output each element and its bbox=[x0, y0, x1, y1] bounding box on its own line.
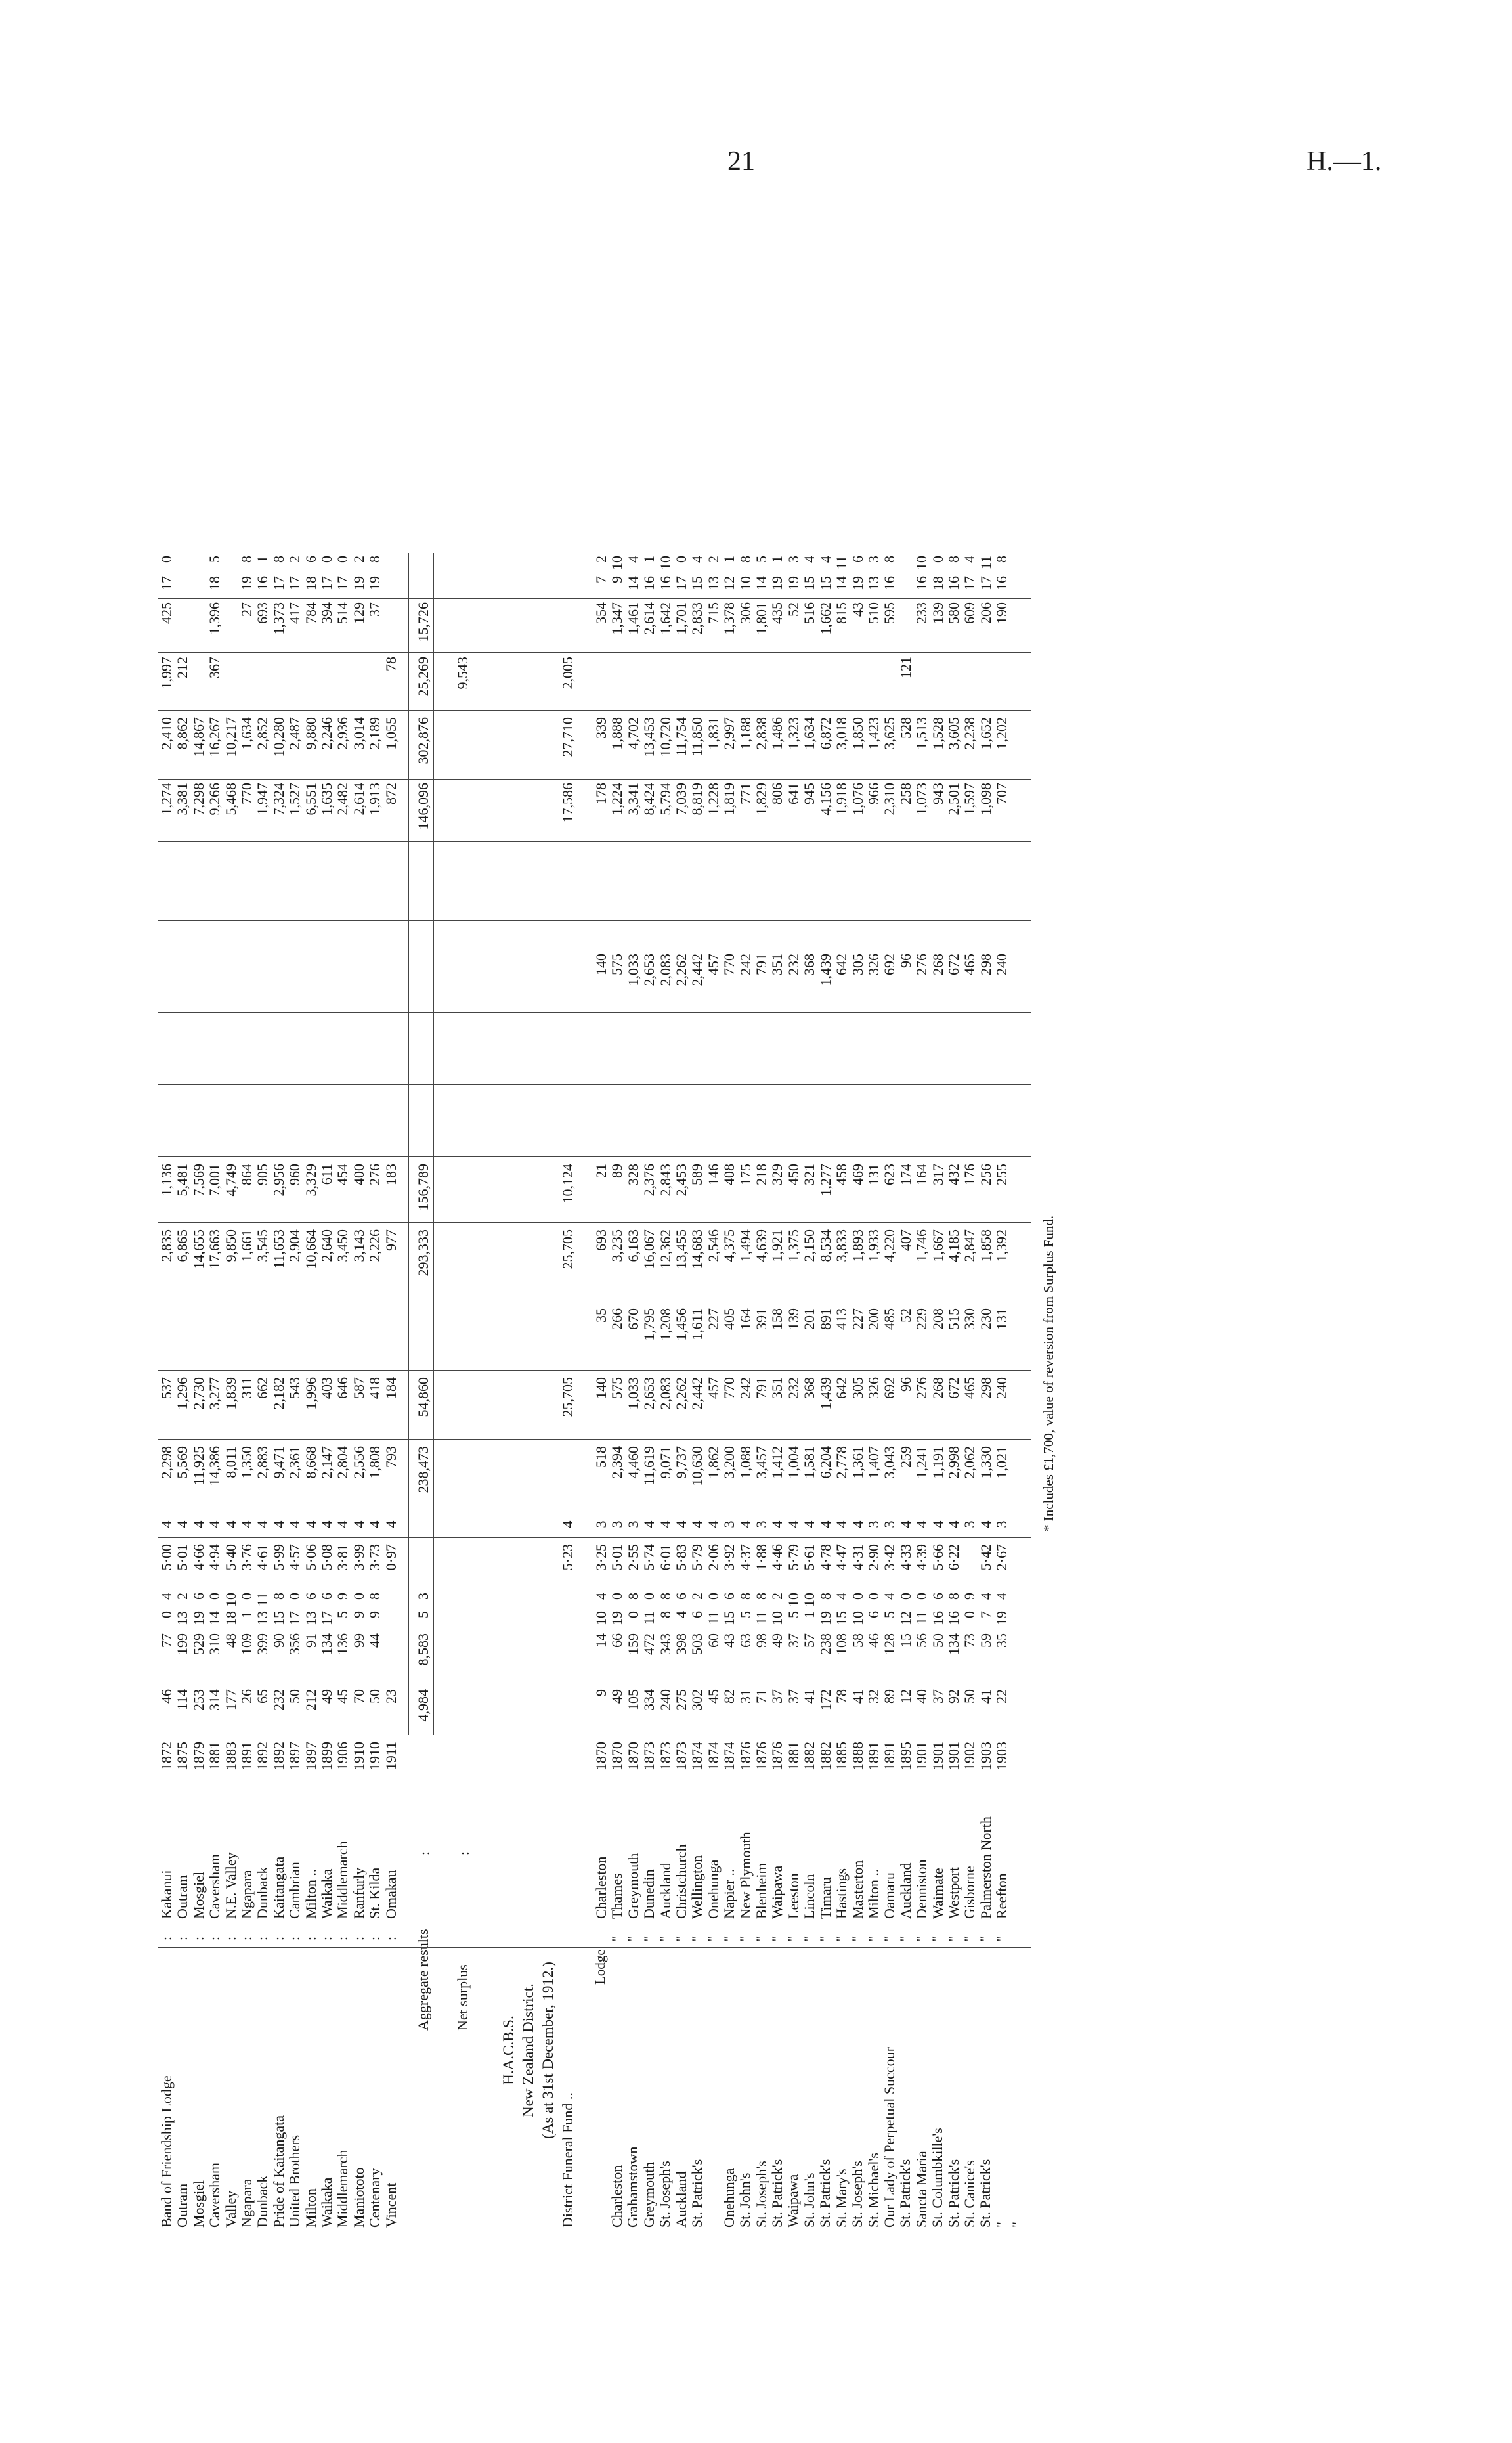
lodge-c5: 1,136 5,481 7,569 7,001 4,749 864 905 2,956 960 3,329 611 454 400 276 183 bbox=[158, 1164, 399, 1197]
hacbs-table: 3 3 3 4 4 4 4 4 3 4 3 4 4 4 4 4 4 3 3 4 4 4 4 3 4 3 bbox=[593, 1520, 1010, 1528]
footnote: * Includes £1,700, value of reversion from Surplus Fund. bbox=[1041, 1215, 1056, 1531]
hacbs-header: H.A.C.B.S. New Zealand District. (As at 31st December, 1912.) bbox=[500, 1962, 556, 2139]
aggregate-label: Aggregate results bbox=[415, 1929, 431, 2031]
hacbs-c2: 140 575 1,033 2,653 2,083 2,262 2,442 457 770 242 791 351 232 368 1,439 642 305 326 692 96 276 268 672 465 298 240 bbox=[593, 1377, 1010, 1410]
lodge-avg-d: 4 2 6 0 10 0 11 8 0 6 6 9 0 8 bbox=[158, 1593, 383, 1607]
aggregate-c4: 293,333 bbox=[415, 1229, 431, 1277]
rotated-table bbox=[158, 179, 1339, 2228]
rule bbox=[433, 553, 434, 1735]
hacbs-avg-s: 10 19 0 11 8 4 6 11 15 5 11 10 5 1 19 15 10 6 5 12 11 16 16 0 7 19 bbox=[593, 1611, 1010, 1625]
lodge-c4: 2,835 6,865 14,655 17,663 9,850 1,661 3,545 11,653 2,904 10,664 2,640 3,450 3,143 2,226 977 bbox=[158, 1229, 399, 1269]
funeral-c10: 2,005 bbox=[559, 657, 576, 690]
hacbs-c10: 121 bbox=[897, 657, 914, 678]
hacbs-c8: 178 1,224 3,341 8,424 5,794 7,039 8,819 1,228 1,819 771 1,829 806 641 945 4,156 1,918 1,076 966 2,310 258 1,073 943 2,501 1,597 1,098 707 bbox=[593, 783, 1010, 816]
c4-column bbox=[158, 1229, 407, 1288]
hacbs-c11: 354 1,347 1,461 2,614 1,642 1,701 2,833 715 1,378 306 1,801 435 52 516 1,662 815 43 510 595 233 139 580 609 206 190 bbox=[593, 602, 1010, 635]
rule bbox=[158, 1012, 1031, 1013]
hacbs-c9: 339 1,888 4,702 13,453 10,720 11,754 11,850 1,831 2,997 1,188 2,838 1,486 1,323 1,634 6,872 3,018 1,850 1,423 3,625 528 1,513 1,528 3,605 2,238 1,652 1,202 bbox=[593, 717, 1010, 757]
hacbs-names: Charleston Grahamstown Greymouth St. Joseph's Auckland St. Patrick's Onehunga St. John's St. Joseph's St. Patrick's Waipawa St. John's St. Patrick's St. Mary's St. Joseph's St. Michael's Our Lady of Perpetual Succour St. Patrick's Sancta Maria St. Columbkille's St. Patrick's St. Canice's St. Patrick's " " bbox=[609, 2047, 1026, 2228]
hacbs-avg-d-column bbox=[594, 1593, 1053, 1611]
rule bbox=[158, 920, 1031, 921]
funeral-c8: 17,586 bbox=[559, 783, 576, 823]
aggregate-avg-d: 3 bbox=[415, 1593, 431, 1600]
aggregate-c5: 156,789 bbox=[415, 1164, 431, 1211]
funeral-rate: 5·23 bbox=[559, 1544, 576, 1571]
hacbs-c10-column bbox=[594, 657, 1053, 704]
hacbs-c1-column bbox=[594, 1446, 1053, 1505]
lodge-table: 4 4 4 4 4 4 4 4 4 4 4 4 4 4 4 bbox=[158, 1520, 399, 1528]
rule bbox=[158, 1370, 1031, 1371]
avg-pounds-column bbox=[158, 1633, 407, 1679]
lodge-c2: 537 1,296 2,730 3,277 1,839 311 662 2,182 543 1,996 403 646 587 418 184 bbox=[158, 1377, 399, 1410]
hacbs-c7: 140 575 1,033 2,653 2,083 2,262 2,442 457 770 242 791 351 232 368 1,439 642 305 326 692 96 276 268 672 465 298 240 bbox=[593, 954, 1010, 986]
c2-column bbox=[158, 1377, 407, 1430]
series-code: H.—1. bbox=[1307, 146, 1382, 177]
hacbs-c7-column bbox=[594, 954, 1053, 1006]
hacbs-avg-d: 4 0 8 0 8 6 2 0 6 8 8 2 10 10 8 4 0 0 4 0 0 6 8 9 4 4 bbox=[593, 1593, 1010, 1607]
c1-column bbox=[158, 1446, 407, 1505]
hacbs-c3: 35 266 670 1,795 1,208 1,456 1,611 227 405 164 391 158 139 201 891 413 227 200 485 52 229 208 515 330 230 131 bbox=[593, 1308, 1010, 1341]
net-surplus-c10: 9,543 bbox=[454, 657, 471, 690]
hacbs-rate-column bbox=[594, 1544, 1053, 1581]
hacbs-c4-column bbox=[594, 1229, 1053, 1288]
hacbs-c12: 7 9 14 16 16 17 15 13 12 10 14 19 19 15 15 14 19 13 16 16 18 16 17 17 16 bbox=[593, 576, 1010, 590]
aggregate-dots: : : bbox=[416, 1851, 472, 1856]
hacbs-ditto: " " " " " " " " " " " " " " " " " " " " " " " " " bbox=[609, 1935, 1010, 1942]
c8-column bbox=[158, 783, 407, 835]
rule bbox=[158, 841, 1031, 842]
rule bbox=[158, 598, 1031, 599]
hacbs-c13: 2 10 4 1 10 0 4 2 1 8 5 1 3 4 4 11 6 3 8 10 0 8 4 11 8 bbox=[593, 556, 1010, 570]
aggregate-avg-s: 5 bbox=[415, 1611, 431, 1618]
funeral-table: 4 bbox=[559, 1520, 576, 1528]
hacbs-avg-s-column bbox=[594, 1611, 1053, 1633]
lodge-avg-s: 0 13 19 14 18 1 13 15 17 13 17 5 9 9 bbox=[158, 1611, 383, 1625]
lodge-avg-pounds: 77 199 529 310 48 109 399 90 356 91 134 136 99 44 bbox=[158, 1633, 383, 1655]
hacbs-members: 9 49 105 334 240 275 302 45 82 31 71 37 37 41 172 78 41 32 89 12 40 37 92 50 41 22 bbox=[593, 1689, 1010, 1711]
name-column bbox=[158, 1952, 407, 2228]
lodge-rate: 5·00 5·01 4·66 4·94 5·40 3·76 4·61 5·99 4·57 5·06 5·08 3·81 3·99 3·73 0·97 bbox=[158, 1544, 399, 1571]
aggregate-c10: 25,269 bbox=[415, 657, 431, 697]
hacbs-places: Charleston Thames Greymouth Dunedin Auckland Christchurch Wellington Onehunga Napier .. New Plymouth Blenheim Waipawa Leeston Lincoln Timaru Hastings Masterton Milton .. Oamaru Auckland Denniston Waimate Westport Gisborne Palmerston North Reefton bbox=[593, 1816, 1010, 1919]
hacbs-c9-column bbox=[594, 717, 1053, 776]
funeral-c5: 10,124 bbox=[559, 1164, 576, 1204]
hacbs-table-column bbox=[594, 1517, 1053, 1531]
lodge-word: Lodge bbox=[592, 1949, 608, 1985]
hacbs-place-column bbox=[594, 1788, 1053, 1919]
aggregate-c8: 146,096 bbox=[415, 783, 431, 830]
aggregate-avg-pounds: 8,583 bbox=[415, 1633, 431, 1666]
aggregate-c2: 54,860 bbox=[415, 1377, 431, 1417]
avg-shillings-column bbox=[158, 1611, 407, 1633]
rule bbox=[408, 553, 409, 1735]
aggregate-members: 4,984 bbox=[415, 1689, 431, 1722]
hacbs-year-column bbox=[594, 1742, 1053, 1781]
hacbs-years: 1870 1870 1870 1873 1873 1873 1874 1874 1874 1876 1876 1876 1881 1882 1882 1885 1888 1891 1891 1895 1901 1901 1901 1902 1903 1903 bbox=[593, 1742, 1010, 1771]
lodge-c10: 1,997 212 367 78 bbox=[158, 657, 399, 690]
rule bbox=[158, 779, 1031, 780]
members-column bbox=[158, 1689, 407, 1728]
page-number: 21 bbox=[727, 146, 755, 177]
aggregate-c9: 302,876 bbox=[415, 717, 431, 764]
ditto-column bbox=[158, 1932, 407, 1945]
hacbs-c3-column bbox=[594, 1308, 1053, 1361]
aggregate-c11: 15,726 bbox=[415, 602, 431, 642]
rule bbox=[158, 1947, 1031, 1948]
net-surplus-label: Net surplus bbox=[454, 1964, 471, 2031]
year-column bbox=[158, 1742, 407, 1781]
hacbs-avg-pounds-column bbox=[594, 1633, 1053, 1679]
c11-column bbox=[158, 602, 407, 648]
hacbs-c5: 21 89 328 2,376 2,843 2,453 589 146 408 175 218 329 450 321 1,277 458 469 131 623 174 164 317 432 176 256 255 bbox=[593, 1164, 1010, 1197]
hacbs-ditto-column bbox=[594, 1932, 1053, 1945]
hacbs-c11-column bbox=[594, 602, 1053, 648]
hacbs-c4: 693 3,235 6,163 16,067 12,362 13,455 14,683 2,546 4,375 1,494 4,639 1,921 1,375 2,150 8,534 3,833 1,893 1,933 4,220 407 1,746 1,667 4,185 2,847 1,858 1,392 bbox=[593, 1229, 1010, 1269]
lodge-c12: 17 18 19 16 17 17 18 17 17 19 19 bbox=[158, 576, 383, 590]
avg-pence-column bbox=[158, 1593, 407, 1611]
rule bbox=[158, 1084, 1031, 1085]
lodge-ditto: : : : : : : : : : : : : : : : bbox=[158, 1936, 399, 1941]
hacbs-c2-column bbox=[594, 1377, 1053, 1430]
lodge-names: Band of Friendship Lodge Outram Mosgiel Caversham Valley Ngapara Dunback Pride of Kaitangata United Brothers Milton Waikaka Middlemarch Maniototo Centenary Vincent bbox=[158, 2075, 399, 2228]
funeral-c9: 27,710 bbox=[559, 717, 576, 757]
lodge-c9: 2,410 8,862 14,867 16,267 10,217 1,634 2,852 10,280 2,487 9,880 2,246 2,936 3,014 2,189 1,055 bbox=[158, 717, 399, 757]
hacbs-members-column bbox=[594, 1689, 1053, 1728]
lodge-c1: 2,298 5,569 11,925 14,386 8,011 1,350 2,883 9,471 2,361 8,668 2,147 2,804 2,556 1,808 793 bbox=[158, 1446, 399, 1486]
rule bbox=[158, 652, 1031, 653]
c13-column bbox=[158, 556, 407, 573]
lodge-years: 1872 1875 1879 1881 1883 1891 1892 1892 1897 1897 1899 1906 1910 1910 1911 bbox=[158, 1742, 399, 1771]
lodge-c13: 0 5 8 1 8 2 6 0 0 2 8 bbox=[158, 556, 383, 563]
lodge-members: 46 114 253 314 177 26 65 232 50 212 49 45 70 50 23 bbox=[158, 1689, 399, 1711]
rule bbox=[158, 1156, 1031, 1157]
hacbs-c5-column bbox=[594, 1164, 1053, 1216]
funeral-c2: 25,705 bbox=[559, 1377, 576, 1417]
rule bbox=[158, 710, 1031, 711]
lodge-c11: 425 1,396 27 693 1,373 417 784 394 514 129 37 bbox=[158, 602, 383, 635]
table-column bbox=[158, 1517, 407, 1531]
hacbs-c12-column bbox=[594, 576, 1053, 596]
lodge-places: Kakanui Outram Mosgiel Caversham N.E. Valley Ngapara Dunback Kaitangata Cambrian Milton .. Waikaka Middlemarch Ranfurly St. Kilda Omakau bbox=[158, 1841, 399, 1919]
funeral-c4: 25,705 bbox=[559, 1229, 576, 1269]
hacbs-avg-pounds: 14 66 159 472 343 398 503 60 43 63 98 49 37 57 238 108 58 46 128 15 56 50 134 73 59 35 bbox=[593, 1633, 1010, 1655]
c5-column bbox=[158, 1164, 407, 1216]
aggregate-c1: 238,473 bbox=[415, 1446, 431, 1493]
rule bbox=[158, 1537, 1031, 1538]
rule bbox=[158, 1439, 1031, 1440]
c10-column bbox=[158, 657, 407, 704]
funeral-fund-label: District Funeral Fund .. bbox=[559, 2092, 576, 2228]
hacbs-rate: 3·25 5·01 2·55 5·74 6·01 5·83 5·79 2·06 3·92 4·37 1·88 4·46 5·79 5·61 4·78 4·47 4·31 2·90 3·42 4·33 4·39 5·66 6·22 5·42 2·67 bbox=[593, 1544, 1010, 1571]
rule bbox=[158, 1222, 1031, 1223]
hacbs-name-column bbox=[609, 1952, 1069, 2228]
place-column bbox=[158, 1788, 407, 1919]
rate-column bbox=[158, 1544, 407, 1581]
hacbs-c13-column bbox=[594, 556, 1053, 573]
hacbs-c1: 518 2,394 4,460 11,619 9,071 9,737 10,630 1,862 3,200 1,088 3,457 1,412 1,004 1,581 6,204 2,778 1,361 1,407 3,043 259 1,241 1,191 2,998 2,062 1,330 1,021 bbox=[593, 1446, 1010, 1486]
c12-column bbox=[158, 576, 407, 596]
hacbs-c8-column bbox=[594, 783, 1053, 835]
lodge-c8: 1,274 3,381 7,298 9,266 5,468 770 1,947 7,324 1,527 6,551 1,635 2,482 2,614 1,913 872 bbox=[158, 783, 399, 816]
c9-column bbox=[158, 717, 407, 776]
